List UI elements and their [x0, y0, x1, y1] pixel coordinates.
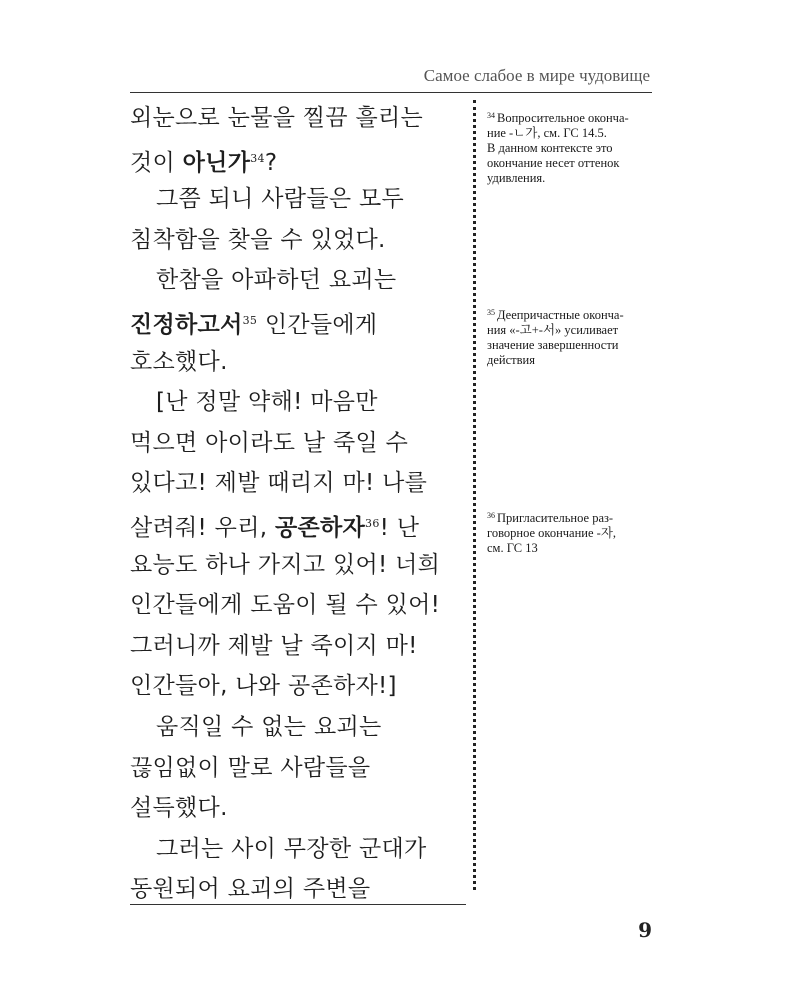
- footnote-line: Пригласительное раз-: [497, 511, 614, 525]
- dotted-divider: [473, 100, 476, 890]
- footnote-ref: 34: [250, 151, 265, 165]
- running-head: Самое слабое в мире чудовище: [423, 66, 650, 85]
- text-line: [130, 504, 465, 545]
- footnote-ref: 36: [365, 516, 380, 530]
- text-fragment: 인간들에게: [257, 311, 378, 338]
- text-fragment: ?: [264, 149, 278, 176]
- text-line: 동원되어 요괴의 주변을: [130, 876, 371, 903]
- footnote-number: 35: [487, 308, 495, 317]
- glossed-term: 아닌가: [182, 149, 251, 176]
- footnote-line: говорное окончание -자,: [487, 526, 617, 540]
- text-line: 먹으면 아이라도 날 죽일 수: [130, 429, 409, 456]
- text-line: 있다고! 제발 때리지 마! 나를: [130, 470, 428, 497]
- text-line: 그쯤 되니 사람들은 모두: [156, 186, 405, 213]
- text-line: 설득했다.: [130, 795, 228, 822]
- footnote-line: см. ГС 13: [487, 541, 538, 555]
- footnote: [487, 108, 652, 186]
- footnote-line: Вопросительное оконча-: [497, 111, 629, 125]
- text-line: [130, 139, 465, 180]
- footnote-line: ния «-고+-서» усиливает: [487, 323, 619, 337]
- text-fragment: 살려줘! 우리,: [130, 514, 275, 541]
- footnote-line: окончание несет оттенок: [487, 156, 620, 170]
- text-line: 끊임없이 말로 사람들을: [130, 754, 371, 781]
- text-line: [130, 301, 465, 342]
- footnote-line: Деепричастные оконча-: [497, 308, 624, 322]
- footnote-line: ние -ㄴ가, см. ГС 14.5.: [487, 126, 607, 140]
- footnote-ref: 35: [242, 313, 258, 327]
- text-line: 인간들에게 도움이 될 수 있어!: [130, 592, 441, 619]
- text-line: 인간들아, 나와 공존하자!]: [130, 673, 397, 700]
- text-line: 움직일 수 없는 요괴는: [156, 713, 382, 740]
- footer-rule: [130, 904, 466, 905]
- footnote-line: действия: [487, 353, 535, 367]
- text-fragment: ! 난: [379, 514, 420, 541]
- text-line: 침착함을 찾을 수 있었다.: [130, 226, 386, 253]
- glossed-term: 공존하자: [274, 514, 366, 541]
- text-line: 외눈으로 눈물을 찔끔 흘리는: [130, 105, 424, 131]
- footnote-number: 36: [487, 511, 495, 520]
- footnote-line: В данном контексте это: [487, 141, 613, 155]
- text-line: 그러는 사이 무장한 군대가: [156, 835, 427, 862]
- header-rule: [130, 92, 652, 93]
- text-line: 그러니까 제발 날 죽이지 마!: [130, 632, 418, 659]
- glossed-term: 진정하고서: [130, 311, 243, 338]
- footnote-line: удивления.: [487, 171, 546, 185]
- page-number: 9: [638, 918, 652, 942]
- text-line: 한참을 아파하던 요괴는: [156, 267, 397, 294]
- text-line: 요능도 하나 가지고 있어! 너희: [130, 551, 441, 578]
- footnote-line: значение завершенности: [487, 338, 619, 352]
- footnote: [487, 508, 652, 556]
- main-text: [130, 98, 465, 910]
- text-fragment: 것이: [130, 149, 183, 176]
- text-line: [난 정말 약해! 마음만: [156, 389, 378, 416]
- footnote: [487, 305, 652, 368]
- text-line: 호소했다.: [130, 348, 228, 375]
- footnote-number: 34: [487, 111, 495, 120]
